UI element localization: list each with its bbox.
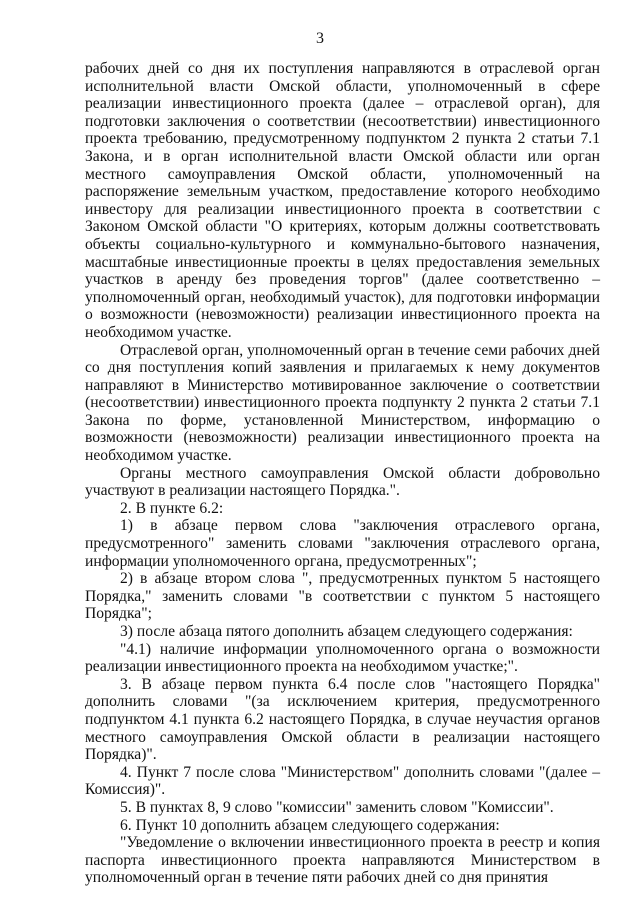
paragraph: 4. Пункт 7 после слова "Министерством" дополнить словами "(далее – Комиссия)". (85, 763, 600, 799)
page-number: 3 (316, 30, 324, 47)
paragraph: "Уведомление о включении инвестиционного проекта в реестр и копия паспорта инвестиционного проекта направляются Министерством в уполномоченный орган в течение пяти рабочих дней со дня принятия (85, 834, 600, 887)
paragraph: 2. В пункте 6.2: (120, 499, 224, 517)
paragraph: Отраслевой орган, уполномоченный орган в течение семи рабочих дней со дня поступления копий заявления и прилагаемых к нему документов направляют в Министерство мотивированное заключение о соответствии (несоответствии) инвестиционного проекта подпункту 2 пункта 2 статьи 7.1 Закона по форме, установленной Министерством, информацию о возможности (невозможности) реализации инвестиционного проекта на необходимом участке. (85, 341, 600, 465)
document-body (85, 60, 600, 887)
paragraph: 5. В пунктах 8, 9 слово "комиссии" заменить словом "Комиссии". (120, 798, 554, 816)
paragraph: 1) в абзаце первом слова "заключения отраслевого органа, предусмотренного" заменить словами "заключения отраслевого органа, информации уполномоченного органа, предусмотренных"; (85, 517, 600, 570)
paragraph: 2) в абзаце втором слова ", предусмотренных пунктом 5 настоящего Порядка," заменить словами "в соответствии с пунктом 5 настоящего Порядка"; (85, 570, 600, 623)
paragraph: 6. Пункт 10 дополнить абзацем следующего содержания: (120, 816, 500, 834)
paragraph: рабочих дней со дня их поступления направляются в отраслевой орган исполнительной власти Омской области, уполномоченный в сфере реализации инвестиционного проекта (далее – отраслевой орган), для подготовки заключения о соответствии (несоответствии) инвестиционного проекта требованию, предусмотренному подпунктом 2 пункта 2 статьи 7.1 Закона, и в орган исполнительной власти Омской области или орган местного самоуправления Омской области, уполномоченный на распоряжение земельным участком, предоставление которого необходимо инвестору для реализации инвестиционного проекта в соответствии с Законом Омской области "О критериях, которым должны соответствовать объекты социально-культурного и коммунально-бытового назначения, масштабные инвестиционные проекты в целях предоставления земельных участков в аренду без проведения торгов" (далее соответственно – уполномоченный орган, необходимый участок), для подготовки информации о возможности (невозможности) реализации инвестиционного проекта на необходимом участке. (85, 60, 600, 341)
paragraph: Органы местного самоуправления Омской области добровольно участвуют в реализации настоящего Порядка.". (85, 464, 600, 500)
paragraph: 3) после абзаца пятого дополнить абзацем следующего содержания: (120, 623, 573, 640)
paragraph: 3. В абзаце первом пункта 6.4 после слов "настоящего Порядка" дополнить словами "(за исключением критерия, предусмотренного подпунктом 4.1 пункта 6.2 настоящего Порядка, в случае неучастия органов местного самоуправления Омской области в реализации настоящего Порядка)". (85, 675, 600, 764)
paragraph: "4.1) наличие информации уполномоченного органа о возможности реализации инвестиционного проекта на необходимом участке;". (85, 640, 600, 676)
